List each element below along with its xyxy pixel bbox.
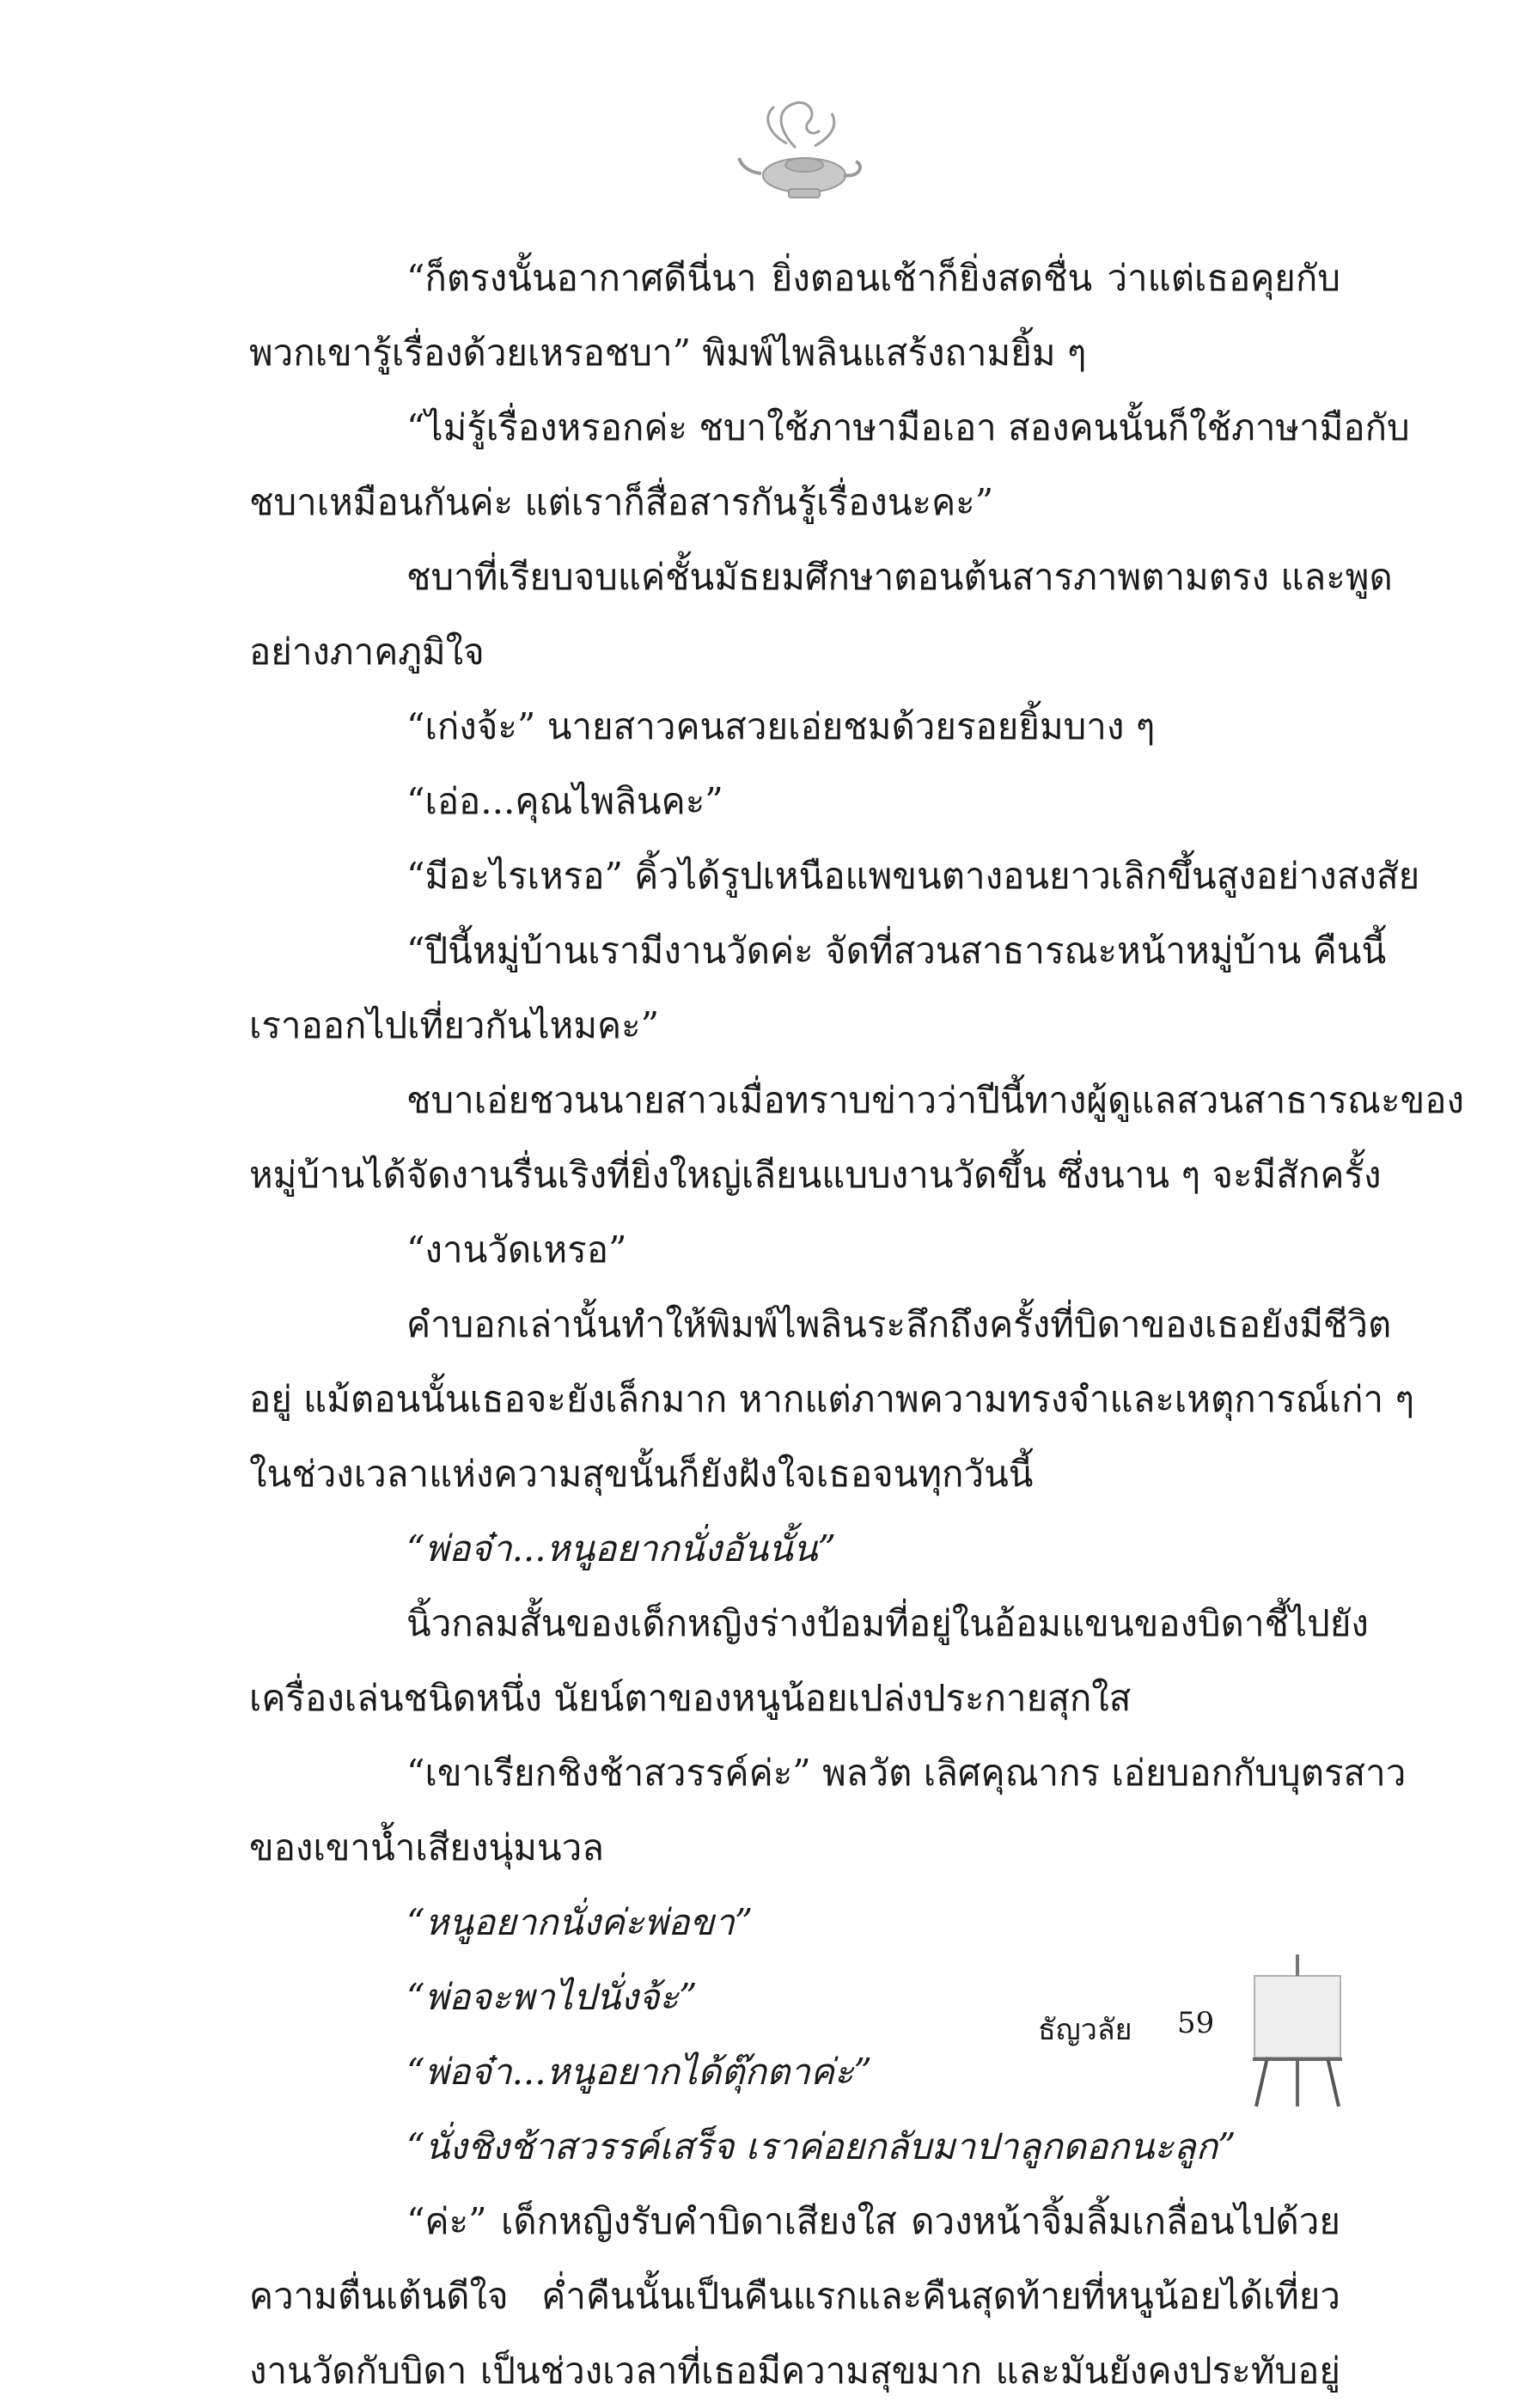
- page-number: 59: [1177, 2006, 1215, 2040]
- text-line: คำบอกเล่านั้นทำให้พิมพ์ไพลินระลึกถึงครั้งที่บิดาของเธอยังมีชีวิต: [406, 1303, 1392, 1345]
- text-line: เครื่องเล่นชนิดหนึ่ง นัยน์ตาของหนูน้อยเปล่งประกายสุกใส: [249, 1677, 1132, 1719]
- text-line: พวกเขารู้เรื่องด้วยเหรอชบา” พิมพ์ไพลินแสร้งถามยิ้ม ๆ: [249, 332, 1087, 374]
- text-line: ชบาเอ่ยชวนนายสาวเมื่อทราบข่าวว่าปีนี้ทางผู้ดูแลสวนสาธารณะของ: [406, 1079, 1464, 1121]
- text-line: ของเขาน้ำเสียงนุ่มนวล: [249, 1826, 604, 1868]
- text-line: “ปีนี้หมู่บ้านเรามีงานวัดค่ะ จัดที่สวนสาธารณะหน้าหมู่บ้าน คืนนี้: [406, 930, 1387, 972]
- text-line: งานวัดกับบิดา เป็นช่วงเวลาที่เธอมีความสุขมาก และมันยังคงประทับอยู่: [249, 2350, 1340, 2392]
- text-line: “ไม่รู้เรื่องหรอกค่ะ ชบาใช้ภาษามือเอา สองคนนั้นก็ใช้ภาษามือกับ: [406, 406, 1410, 448]
- text-line: “นั่งชิงช้าสวรรค์เสร็จ เราค่อยกลับมาปาลูกดอกนะลูก”: [406, 2125, 1236, 2167]
- text-line: หมู่บ้านได้จัดงานรื่นเริงที่ยิ่งใหญ่เลียนแบบงานวัดขึ้น ซึ่งนาน ๆ จะมีสักครั้ง: [249, 1154, 1382, 1196]
- text-line: “ก็ตรงนั้นอากาศดีนี่นา ยิ่งตอนเช้าก็ยิ่งสดชื่น ว่าแต่เธอคุยกับ: [406, 257, 1340, 299]
- text-line: เราออกไปเที่ยวกันไหมคะ”: [249, 1004, 660, 1046]
- text-line: “พ่อจ๋า...หนูอยากได้ตุ๊กตาค่ะ”: [406, 2051, 872, 2093]
- text-line: “พ่อจ๋า...หนูอยากนั่งอันนั้น”: [406, 1527, 836, 1570]
- text-line: “มีอะไรเหรอ” คิ้วได้รูปเหนือแพขนตางอนยาวเลิกขึ้นสูงอย่างสงสัย: [406, 855, 1420, 897]
- text-line: ชบาที่เรียบจบแค่ชั้นมัธยมศึกษาตอนต้นสารภาพตามตรง และพูด: [406, 556, 1393, 598]
- text-line: อยู่ แม้ตอนนั้นเธอจะยังเล็กมาก หากแต่ภาพความทรงจำและเหตุการณ์เก่า ๆ: [249, 1378, 1415, 1420]
- body-text: [249, 241, 1464, 2408]
- easel-icon: [1246, 1950, 1349, 2109]
- text-line: อย่างภาคภูมิใจ: [249, 631, 485, 673]
- text-line: “เอ่อ...คุณไพลินคะ”: [406, 780, 723, 822]
- text-line: “เก่งจ้ะ” นายสาวคนสวยเอ่ยชมด้วยรอยยิ้มบาง ๆ: [406, 705, 1156, 747]
- text-line: ชบาเหมือนกันค่ะ แต่เราก็สื่อสารกันรู้เรื่องนะคะ”: [249, 481, 994, 523]
- text-line: “ค่ะ” เด็กหญิงรับคำบิดาเสียงใส ดวงหน้าจิ้มลิ้มเกลื่อนไปด้วย: [406, 2200, 1340, 2242]
- text-line: “งานวัดเหรอ”: [406, 1228, 627, 1271]
- text-line: นิ้วกลมสั้นของเด็กหญิงร่างป้อมที่อยู่ในอ้อมแขนของบิดาชี้ไปยัง: [406, 1602, 1369, 1644]
- text-line: ในช่วงเวลาแห่งความสุขนั้นก็ยังฝังใจเธอจนทุกวันนี้: [249, 1453, 1034, 1495]
- footer-author: ธัญวลัย: [1038, 2013, 1132, 2047]
- text-line: “เขาเรียกชิงช้าสวรรค์ค่ะ” พลวัต เลิศคุณากร เอ่ยบอกกับบุตรสาว: [406, 1752, 1407, 1794]
- text-line: “หนูอยากนั่งค่ะพ่อขา”: [406, 1901, 754, 1943]
- text-line: “พ่อจะพาไปนั่งจ้ะ”: [406, 1976, 698, 2018]
- magic-lamp-icon: [735, 96, 873, 206]
- text-line: ความตื่นเต้นดีใจ ค่ำคืนนั้นเป็นคืนแรกและคืนสุดท้ายที่หนูน้อยได้เที่ยว: [249, 2275, 1340, 2317]
